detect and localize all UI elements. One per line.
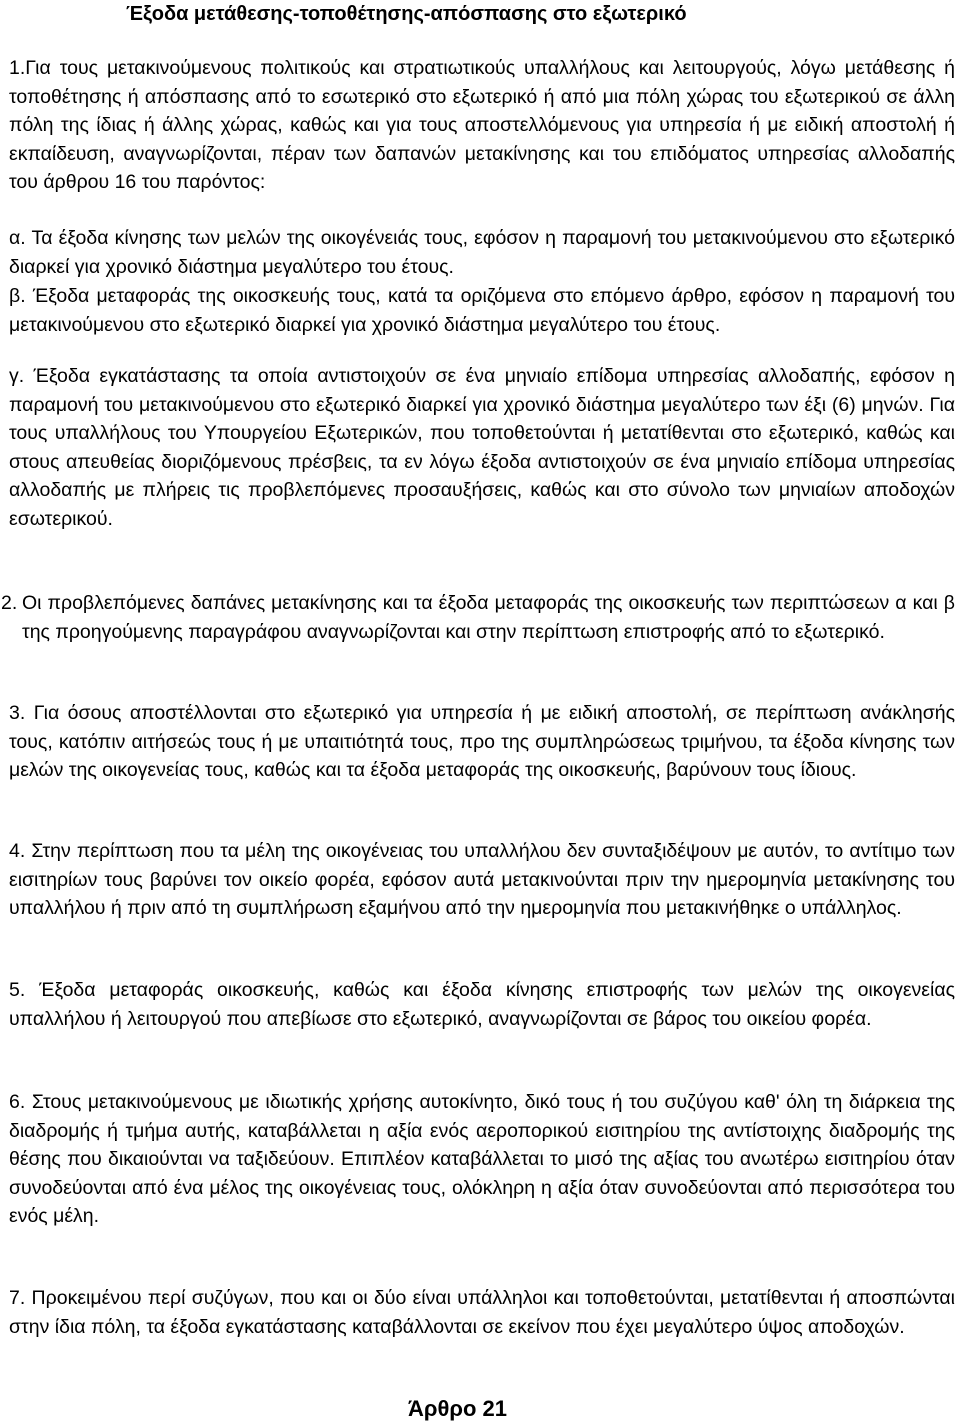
paragraph-1-intro: 1.Για τους μετακινούμενους πολιτικούς και στρατιωτικούς υπαλλήλους και λειτουργούς, λόγω μετάθεσης ή τοποθέτησης ή απόσπασης από το εσωτερικό στο εξωτερικό ή από μια πόλη χώρας του εξωτερικού σε άλλη πόλη της ίδιας ή άλλης χώρας, καθώς και για τους αποστελλόμενους για υπηρεσία ή με ειδική αποστολή ή εκπαίδευση, αναγνωρίζονται, πέραν των δαπανών μετακίνησης και του επιδόματος υπηρεσίας αλλοδαπής του άρθρου 16 του παρόντος: — [9, 57, 955, 193]
page-title: Έξοδα μετάθεσης-τοποθέτησης-απόσπασης στο εξωτερικό — [126, 3, 687, 25]
paragraph-1-item-b: β. Έξοδα μεταφοράς της οικοσκευής τους, κατά τα οριζόμενα στο επόμενο άρθρο, εφόσον η παραμονή του μετακινούμενου στο εξωτερικό διαρκεί για χρονικό διάστημα μεγαλύτερο του έτους. — [9, 285, 955, 336]
paragraph-2-number: 2. — [1, 592, 18, 614]
next-article-heading: Άρθρο 21 — [408, 1396, 508, 1421]
paragraph-5: 5. Έξοδα μεταφοράς οικοσκευής, καθώς και έξοδα κίνησης επιστροφής των μελών της οικογενείας υπαλλήλου ή λειτουργού που απεβίωσε στο εξωτερικό, αναγνωρίζονται σε βάρος του οικείου φορέα. — [9, 979, 955, 1030]
paragraph-7: 7. Προκειμένου περί συζύγων, που και οι δύο είναι υπάλληλοι και τοποθετούνται, μετατίθενται ή αποσπώνται στην ίδια πόλη, τα έξοδα εγκατάστασης καταβάλλονται σε εκείνον που έχει μεγαλύτερο ύψος αποδοχών. — [9, 1287, 955, 1338]
paragraph-2-text: Οι προβλεπόμενες δαπάνες μετακίνησης και τα έξοδα μεταφοράς της οικοσκευής των περιπτώσεων α και β της προηγούμενης παραγράφου αναγνωρίζονται και στην περίπτωση επιστροφής από το εξωτερικό. — [22, 592, 955, 643]
paragraph-3: 3. Για όσους αποστέλλονται στο εξωτερικό για υπηρεσία ή με ειδική αποστολή, σε περίπτωση ανάκλησής τους, κατόπιν αιτήσεώς τους ή με υπαιτιότητά τους, προ της συμπληρώσεως τριμήνου, τα έξοδα κίνησης των μελών της οικογενείας τους, καθώς και τα έξοδα μεταφοράς της οικοσκευής, βαρύνουν τους ίδιους. — [9, 702, 955, 781]
paragraph-6: 6. Στους μετακινούμενους με ιδιωτικής χρήσης αυτοκίνητο, δικό τους ή του συζύγου καθ' όλη τη διάρκεια της διαδρομής ή τμήμα αυτής, καταβάλλεται η αξία ενός αεροπορικού εισιτηρίου της αντίστοιχης διαδρομής της θέσης που δικαιούνται να ταξιδεύουν. Επιπλέον καταβάλλεται το μισό της αξίας του ανωτέρω εισιτηρίου όταν συνοδεύονται από ένα μέλος της οικογένειας τους, ολόκληρη η αξία όταν συνοδεύονται από περισσότερα του ενός μέλη. — [9, 1091, 955, 1227]
paragraph-4: 4. Στην περίπτωση που τα μέλη της οικογένειας του υπαλλήλου δεν συνταξιδέψουν με αυτόν, το αντίτιμο των εισιτηρίων τους βαρύνει τον οικείο φορέα, εφόσον αυτά μετακινούνται πριν την ημερομηνία μετακίνησης του υπαλλήλου ή πριν από τη συμπλήρωση εξαμήνου από την ημερομηνία που μετακινήθηκε ο υπάλληλος. — [9, 840, 955, 919]
paragraph-2 — [1, 589, 955, 646]
paragraph-1-item-c: γ. Έξοδα εγκατάστασης τα οποία αντιστοιχούν σε ένα μηνιαίο επίδομα υπηρεσίας αλλοδαπής, εφόσον η παραμονή του μετακινούμενου στο εξωτερικό διαρκεί για χρονικό διάστημα μεγαλύτερο των έξι (6) μηνών. Για τους υπαλλήλους του Υπουργείου Εξωτερικών, που τοποθετούνται ή μετατίθενται στο εξωτερικό, καθώς και στους απευθείας διοριζόμενους πρέσβεις, τα εν λόγω έξοδα αντιστοιχούν σε ένα μηνιαίο επίδομα υπηρεσίας αλλοδαπής με πλήρεις τις προβλεπόμενες προσαυξήσεις, καθώς και στο σύνολο των μηνιαίων αποδοχών εσωτερικού. — [9, 365, 955, 530]
paragraph-1-item-a: α. Τα έξοδα κίνησης των μελών της οικογένειάς τους, εφόσον η παραμονή του μετακινούμενου στο εξωτερικό διαρκεί για χρονικό διάστημα μεγαλύτερο του έτους. — [9, 227, 955, 278]
